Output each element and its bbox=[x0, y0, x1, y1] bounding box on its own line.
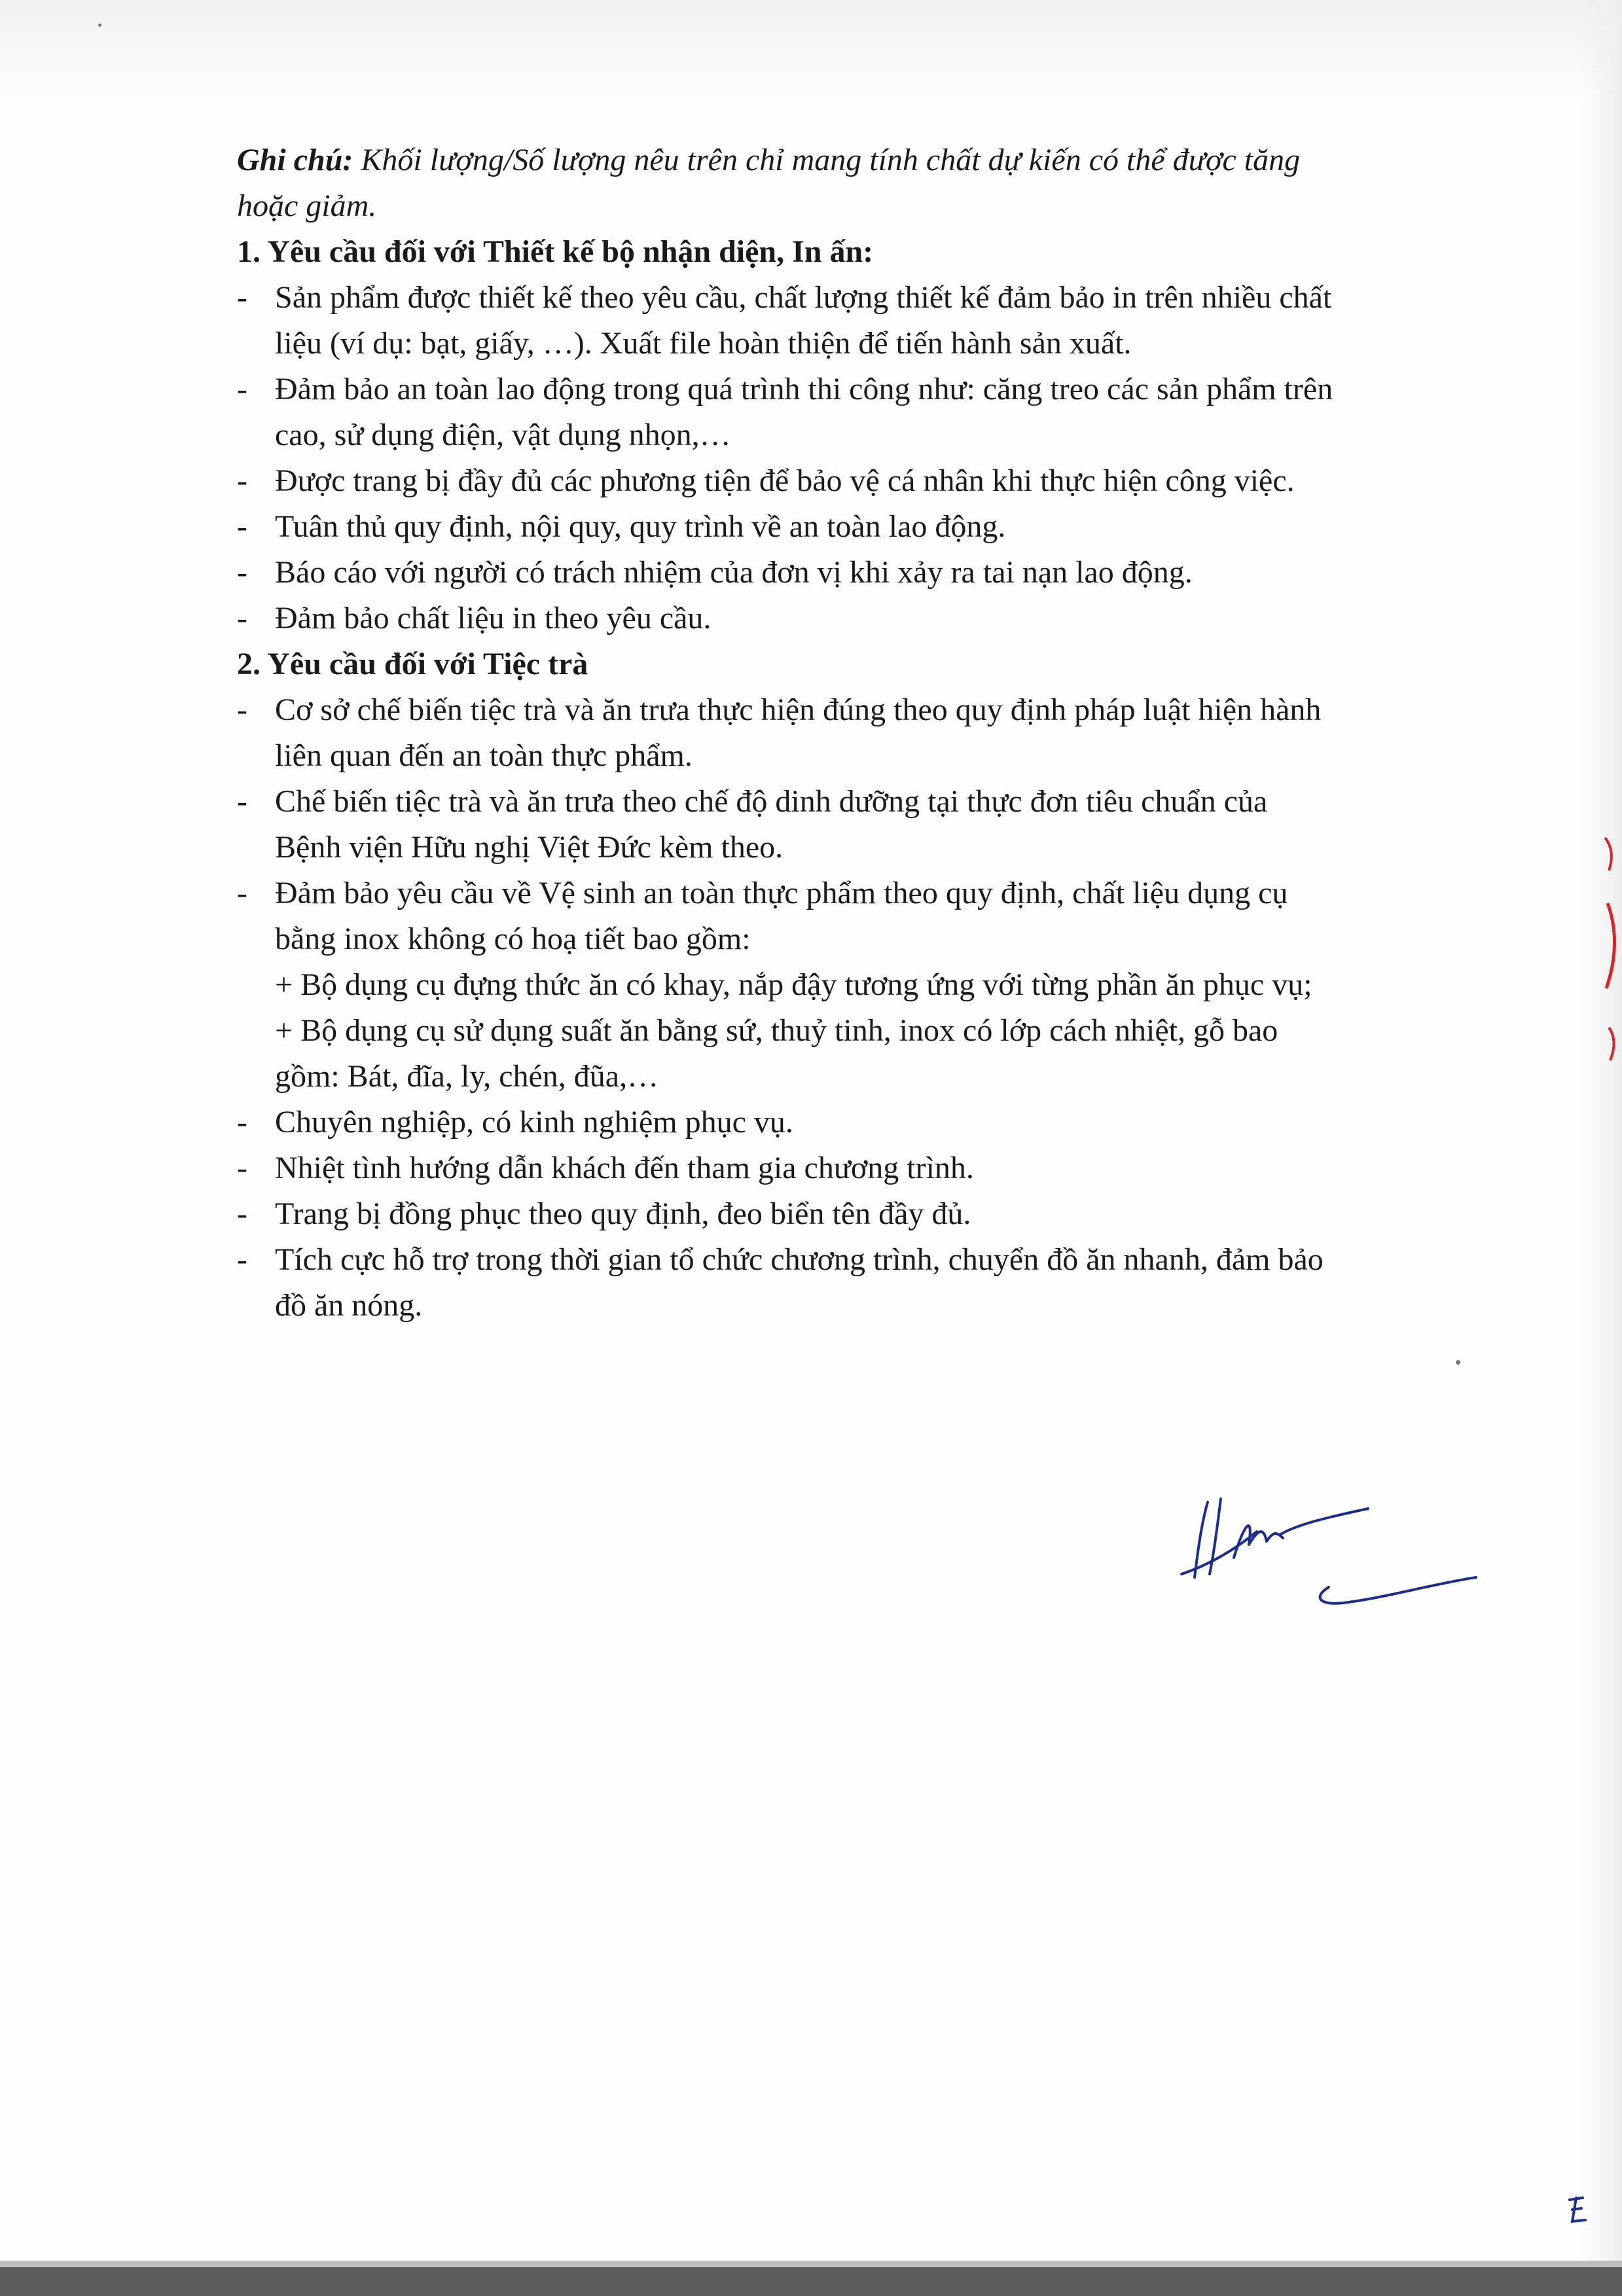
scan-shade-right bbox=[1583, 0, 1622, 2296]
scan-speck bbox=[1456, 1360, 1460, 1365]
sub-item: + Bộ dụng cụ sử dụng suất ăn bằng sứ, thuỷ tinh, inox có lớp cách nhiệt, gỗ bao bbox=[275, 1013, 1278, 1048]
list-item bbox=[237, 550, 1193, 596]
section-2-heading: 2. Yêu cầu đối với Tiệc trà bbox=[237, 647, 588, 681]
list-item bbox=[237, 1100, 793, 1145]
list-item bbox=[237, 458, 1295, 504]
sub-item: + Bộ dụng cụ đựng thức ăn có khay, nắp đậy tương ứng với từng phần ăn phục vụ; bbox=[275, 967, 1312, 1002]
item-text: Chế biến tiệc trà và ăn trưa theo chế độ dinh dưỡng tại thực đơn tiêu chuẩn của bbox=[275, 784, 1268, 819]
dash-bullet: - bbox=[237, 463, 247, 498]
dash-bullet: - bbox=[237, 601, 247, 636]
dash-bullet: - bbox=[237, 509, 247, 544]
dash-bullet: - bbox=[237, 876, 247, 910]
list-item bbox=[237, 687, 1321, 733]
section-1-heading: 1. Yêu cầu đối với Thiết kế bộ nhận diện, In ấn: bbox=[237, 234, 874, 269]
list-item bbox=[237, 870, 1288, 916]
item-text-continuation: đồ ăn nóng. bbox=[275, 1288, 423, 1323]
item-text-continuation: cao, sử dụng điện, vật dụng nhọn,… bbox=[275, 418, 731, 452]
dash-bullet: - bbox=[237, 555, 247, 590]
item-text: Đảm bảo yêu cầu về Vệ sinh an toàn thực phẩm theo quy định, chất liệu dụng cụ bbox=[275, 876, 1288, 910]
item-text: Báo cáo với người có trách nhiệm của đơn vị khi xảy ra tai nạn lao động. bbox=[275, 555, 1193, 590]
item-text: Cơ sở chế biến tiệc trà và ăn trưa thực hiện đúng theo quy định pháp luật hiện hành bbox=[275, 692, 1322, 727]
note-label: Ghi chú: bbox=[237, 143, 353, 177]
dash-bullet: - bbox=[237, 692, 247, 727]
item-text-continuation: liên quan đến an toàn thực phẩm. bbox=[275, 738, 693, 773]
note-line bbox=[237, 137, 1300, 183]
item-text-continuation: liệu (ví dụ: bạt, giấy, …). Xuất file hoàn thiện để tiến hành sản xuất. bbox=[275, 326, 1132, 361]
item-text: Tuân thủ quy định, nội quy, quy trình về an toàn lao động. bbox=[275, 509, 1006, 544]
signature-icon bbox=[1172, 1486, 1486, 1617]
red-stamp-fragment-icon bbox=[1602, 831, 1622, 1067]
scan-bottom-band bbox=[0, 2267, 1622, 2296]
item-text: Được trang bị đầy đủ các phương tiện để bảo vệ cá nhân khi thực hiện công việc. bbox=[275, 463, 1295, 498]
scan-edge-light bbox=[0, 2261, 1622, 2267]
item-text: Tích cực hỗ trợ trong thời gian tổ chức chương trình, chuyển đồ ăn nhanh, đảm bảo bbox=[275, 1242, 1324, 1277]
dash-bullet: - bbox=[237, 1242, 247, 1277]
list-item bbox=[237, 367, 1333, 412]
dash-bullet: - bbox=[237, 1151, 247, 1185]
list-item bbox=[237, 779, 1267, 825]
item-text: Nhiệt tình hướng dẫn khách đến tham gia chương trình. bbox=[275, 1151, 974, 1185]
handwritten-initial-icon bbox=[1557, 2190, 1596, 2229]
item-text: Đảm bảo chất liệu in theo yêu cầu. bbox=[275, 601, 712, 636]
dash-bullet: - bbox=[237, 372, 247, 406]
scan-shade-top bbox=[0, 0, 1622, 98]
dash-bullet: - bbox=[237, 1105, 247, 1139]
item-text: Sản phẩm được thiết kế theo yêu cầu, chất lượng thiết kế đảm bảo in trên nhiều chất bbox=[275, 280, 1332, 315]
item-text-continuation: Bệnh viện Hữu nghị Việt Đức kèm theo. bbox=[275, 830, 784, 865]
list-item bbox=[237, 1237, 1324, 1283]
item-text: Chuyên nghiệp, có kinh nghiệm phục vụ. bbox=[275, 1105, 793, 1139]
note-text: Khối lượng/Số lượng nêu trên chỉ mang tính chất dự kiến có thể được tăng bbox=[361, 143, 1301, 177]
list-item bbox=[237, 596, 711, 641]
dash-bullet: - bbox=[237, 784, 247, 819]
list-item bbox=[237, 1191, 971, 1237]
dash-bullet: - bbox=[237, 280, 247, 315]
sub-item-continuation: gồm: Bát, đĩa, ly, chén, đũa,… bbox=[275, 1059, 659, 1094]
dash-bullet: - bbox=[237, 1196, 247, 1231]
list-item bbox=[237, 275, 1331, 321]
list-item bbox=[237, 1145, 974, 1191]
scan-speck bbox=[98, 24, 101, 27]
list-item bbox=[237, 504, 1005, 550]
note-continuation: hoặc giảm. bbox=[237, 188, 377, 223]
item-text: Trang bị đồng phục theo quy định, đeo biển tên đầy đủ. bbox=[275, 1196, 971, 1231]
item-text: Đảm bảo an toàn lao động trong quá trình thi công như: căng treo các sản phẩm trên bbox=[275, 372, 1333, 406]
item-text-continuation: bằng inox không có hoạ tiết bao gồm: bbox=[275, 922, 751, 956]
